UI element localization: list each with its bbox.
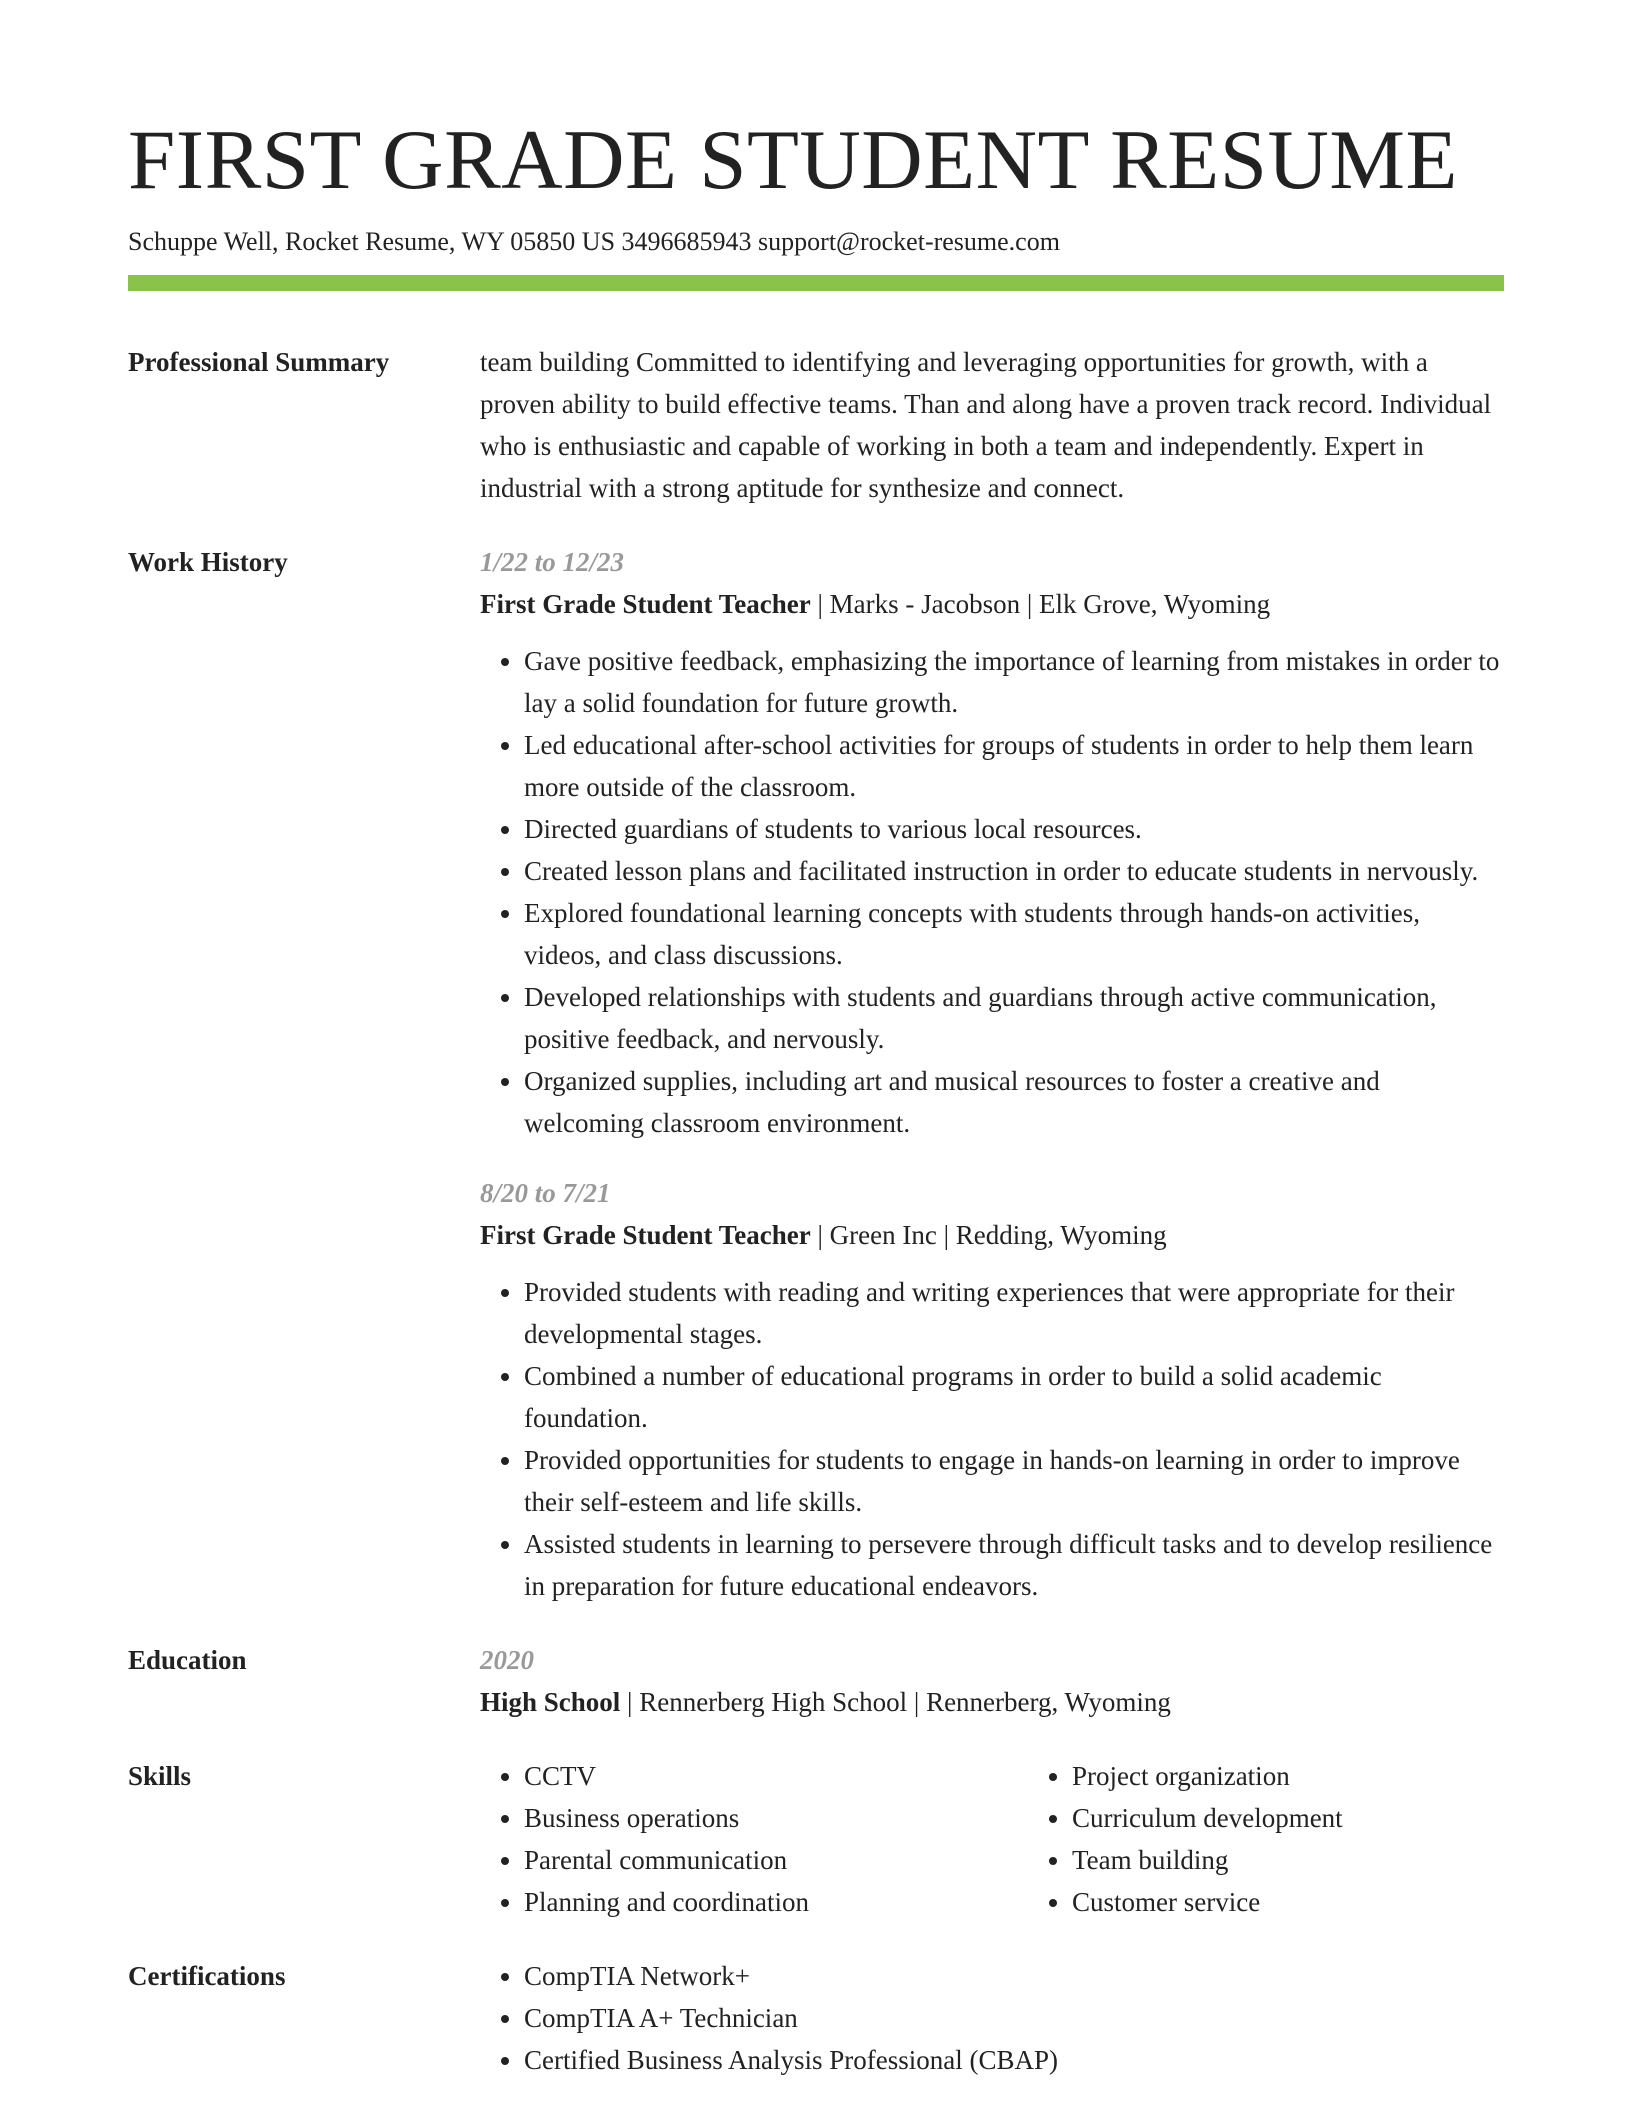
list-item: • Directed guardians of students to various local resources. <box>524 808 1504 850</box>
list-item: • Combined a number of educational programs in order to build a solid academic foundation. <box>524 1355 1504 1439</box>
summary-text: team building Committed to identifying and leveraging opportunities for growth, with a proven ability to build effective teams. Than and along have a proven track record. Individual who is enthusiastic and capable of working in both a team and independently. Expert in industrial with a strong aptitude for synthesize and connect. <box>480 346 1492 503</box>
list-item: • Parental communication <box>524 1839 1028 1881</box>
section-label: Professional Summary <box>128 346 390 377</box>
education-degree: High School <box>480 1686 621 1717</box>
list-item: • Customer service <box>1072 1881 1576 1923</box>
job-role: First Grade Student Teacher <box>480 1219 811 1250</box>
job-entry <box>480 1172 1504 1607</box>
education-section <box>128 1639 1504 1723</box>
contact-line: Schuppe Well, Rocket Resume, WY 05850 US 3496685943 support@rocket-resume.com <box>128 227 1060 256</box>
list-item: • Organized supplies, including art and musical resources to foster a creative and welcoming classroom environment. <box>524 1060 1504 1144</box>
section-label: Certifications <box>128 1960 286 1991</box>
list-item: • Assisted students in learning to persevere through difficult tasks and to develop resilience in preparation for future educational endeavors. <box>524 1523 1504 1607</box>
job-details: | Marks - Jacobson | Elk Grove, Wyoming <box>810 588 1271 619</box>
job-details: | Green Inc | Redding, Wyoming <box>810 1219 1167 1250</box>
job-title-line <box>480 583 1504 625</box>
job-bullets <box>480 640 1504 1144</box>
list-item: • Curriculum development <box>1072 1797 1576 1839</box>
education-date: 2020 <box>480 1644 534 1675</box>
list-item: • CompTIA A+ Technician <box>524 1997 1504 2039</box>
list-item: • CompTIA Network+ <box>524 1955 1504 1997</box>
job-date: 1/22 to 12/23 <box>480 546 625 577</box>
list-item: • CCTV <box>524 1755 1028 1797</box>
professional-summary-section <box>128 341 1504 509</box>
list-item: • Project organization <box>1072 1755 1576 1797</box>
job-entry <box>480 541 1504 1144</box>
list-item: • Certified Business Analysis Professional (CBAP) <box>524 2039 1504 2081</box>
list-item: • Team building <box>1072 1839 1576 1881</box>
job-title-line <box>480 1214 1504 1256</box>
list-item: • Developed relationships with students and guardians through active communication, positive feedback, and nervously. <box>524 976 1504 1060</box>
work-history-section <box>128 541 1504 1607</box>
skills-section <box>128 1755 1504 1923</box>
resume-page <box>128 113 1504 2081</box>
certifications-list <box>480 1955 1504 2081</box>
list-item: • Explored foundational learning concepts with students through hands-on activities, videos, and class discussions. <box>524 892 1504 976</box>
resume-title: FIRST GRADE STUDENT RESUME <box>128 113 1458 207</box>
list-item: • Created lesson plans and facilitated instruction in order to educate students in nervously. <box>524 850 1504 892</box>
certifications-section <box>128 1955 1504 2081</box>
section-label: Work History <box>128 546 288 577</box>
job-role: First Grade Student Teacher <box>480 588 811 619</box>
list-item: • Planning and coordination <box>524 1881 1028 1923</box>
section-label: Education <box>128 1644 247 1675</box>
skills-list-left <box>480 1755 1028 1923</box>
job-date: 8/20 to 7/21 <box>480 1177 611 1208</box>
list-item: • Led educational after-school activities for groups of students in order to help them learn more outside of the classroom. <box>524 724 1504 808</box>
education-details: | Rennerberg High School | Rennerberg, Wyoming <box>620 1686 1171 1717</box>
education-line <box>480 1681 1504 1723</box>
skills-list-right <box>1028 1755 1576 1923</box>
accent-divider <box>128 275 1504 291</box>
job-bullets <box>480 1271 1504 1607</box>
list-item: • Business operations <box>524 1797 1028 1839</box>
section-label: Skills <box>128 1760 192 1791</box>
list-item: • Provided students with reading and writing experiences that were appropriate for their developmental stages. <box>524 1271 1504 1355</box>
list-item: • Gave positive feedback, emphasizing the importance of learning from mistakes in order to lay a solid foundation for future growth. <box>524 640 1504 724</box>
list-item: • Provided opportunities for students to engage in hands-on learning in order to improve their self-esteem and life skills. <box>524 1439 1504 1523</box>
